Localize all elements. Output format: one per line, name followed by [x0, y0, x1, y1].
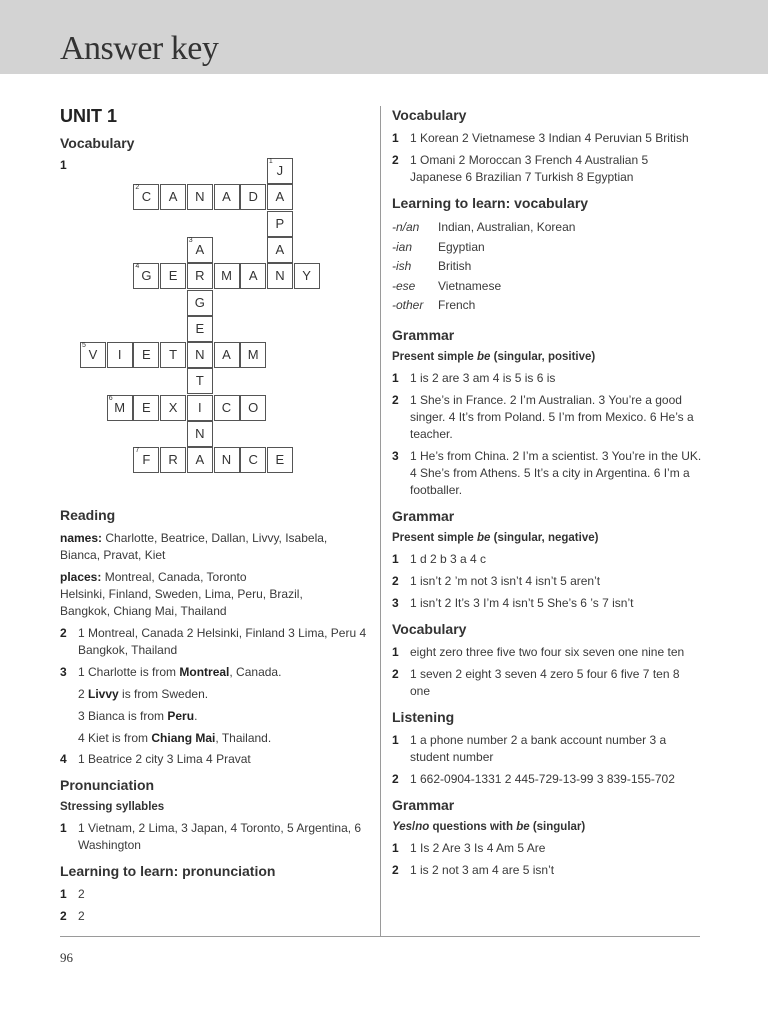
crossword-cell — [187, 184, 213, 210]
crossword-cell — [214, 342, 240, 368]
reading-q3-line-2 — [60, 683, 370, 705]
item-number: 2 — [392, 666, 399, 681]
item-number: 4 — [60, 752, 67, 766]
crossword-cell — [107, 395, 133, 421]
item-number: 1 — [60, 821, 67, 835]
crossword-cell — [187, 421, 213, 447]
crossword-letter: T — [195, 373, 204, 389]
ltl-pronunciation-heading: Learning to learn: pronunciation — [60, 863, 276, 879]
grammar1-q3 — [392, 448, 702, 499]
crossword-letter: R — [195, 268, 205, 284]
grammar-heading: Grammar — [392, 507, 455, 524]
crossword-cell — [133, 263, 159, 289]
crossword-letter: A — [275, 241, 285, 257]
answer-text: 1 d 2 b 3 a 4 c — [410, 551, 487, 566]
places-line-2: Helsinki, Finland, Sweden, Lima, Peru, Brazil, — [60, 587, 303, 601]
grammar-subheading — [392, 820, 702, 834]
suffix-words: Vietnamese — [438, 278, 502, 293]
ltl-vocabulary-heading: Learning to learn: vocabulary — [392, 195, 589, 211]
answer-text: 1 She’s in France. 2 I’m Australian. 3 You’re a good singer. 4 It’s from Poland. 5 I’m from Mexico. 6 He’s a teacher. — [410, 392, 694, 441]
item-number: 1 — [392, 840, 399, 855]
grammar3-q2 — [392, 862, 702, 879]
listening-q2 — [392, 771, 702, 788]
answer-text: eight zero three five two four six seven one nine ten — [410, 644, 685, 659]
answer-text: 1 Montreal, Canada 2 Helsinki, Finland 3 Lima, Peru 4 Bangkok, Thailand — [78, 626, 367, 657]
crossword-cell — [160, 395, 186, 421]
suffix-row — [392, 277, 702, 297]
page-number: 96 — [60, 950, 73, 965]
crossword-letter: M — [221, 268, 232, 284]
crossword-letter: N — [221, 452, 232, 468]
suffix-words: Egyptian — [438, 239, 485, 254]
crossword-clue-number: 5 — [82, 342, 86, 350]
sub-part: (singular, positive) — [490, 350, 596, 363]
grammar-heading: Grammar — [392, 796, 455, 813]
item-number: 2 — [60, 626, 67, 640]
suffix-row — [392, 238, 702, 258]
crossword-cell — [187, 368, 213, 394]
crossword-letter: A — [248, 268, 258, 284]
places-line-3: Bangkok, Chiang Mai, Thailand — [60, 604, 227, 618]
crossword-cell — [267, 237, 293, 263]
crossword-letter: C — [248, 452, 258, 468]
sub-part: (singular) — [529, 820, 586, 833]
crossword-item-number: 1 — [60, 158, 67, 172]
item-number: 2 — [392, 862, 399, 877]
crossword-letter: J — [276, 163, 284, 178]
crossword-clue-number: 7 — [135, 447, 140, 455]
suffix-words: French — [438, 298, 476, 312]
crossword-cell — [133, 342, 159, 368]
crossword-letter: C — [141, 189, 152, 205]
suffix-row — [392, 257, 702, 277]
crossword-letter: N — [195, 347, 205, 363]
crossword-cell — [187, 316, 213, 342]
answer-part: 3 Bianca is from — [78, 709, 168, 723]
pronunciation-heading: Pronunciation — [60, 777, 155, 793]
answer-text: 1 Beatrice 2 city 3 Lima 4 Pravat — [78, 752, 251, 766]
places-line-1: Montreal, Canada, Toronto — [101, 570, 247, 584]
grammar-subheading — [392, 350, 702, 364]
grammar-subheading — [392, 531, 702, 545]
crossword-cell — [240, 263, 266, 289]
answer-text — [78, 664, 370, 681]
grammar2-q1 — [392, 551, 702, 568]
crossword-letter: E — [142, 347, 151, 363]
right-column — [392, 106, 702, 884]
crossword-cell — [160, 447, 186, 473]
item-number: 2 — [392, 392, 399, 407]
vocab-q1 — [392, 130, 702, 147]
crossword-letter: N — [195, 189, 205, 205]
answer-text: 1 He’s from China. 2 I’m a scientist. 3 You’re in the UK. 4 She’s from Athens. 5 It’s a city in Argentina. 6 I’m a footballer. — [410, 448, 702, 497]
item-number: 1 — [392, 732, 399, 747]
vocabulary-heading: Vocabulary — [392, 107, 467, 123]
sub-part: Present simple — [392, 350, 478, 363]
answer-text: 2 — [78, 909, 85, 923]
listening-q1 — [392, 732, 702, 766]
unit-heading: UNIT 1 — [60, 106, 118, 126]
crossword-cell — [187, 395, 213, 421]
suffix-list — [392, 218, 702, 316]
answer-text: 1 Omani 2 Moroccan 3 French 4 Australian 5 Japanese 6 Brazilian 7 Turkish 8 Egyptian — [410, 153, 649, 184]
places-label: places: — [60, 570, 102, 584]
sub-part: (singular, negative) — [490, 531, 599, 544]
crossword-cell — [267, 158, 293, 184]
sub-part: questions with — [429, 820, 517, 833]
crossword-cell — [214, 447, 240, 473]
names-label: names: — [60, 531, 103, 545]
grammar1-q1 — [392, 370, 702, 387]
item-number: 1 — [392, 551, 399, 566]
item-number: 1 — [60, 887, 67, 901]
crossword-letter: X — [168, 399, 178, 415]
item-number: 1 — [392, 131, 399, 145]
crossword-letter: D — [248, 189, 258, 205]
pronunciation-q1 — [60, 820, 370, 854]
sub-italic: be — [477, 531, 491, 544]
pronunciation-subheading: Stressing syllables — [60, 801, 165, 813]
ltl-pronunciation-q2 — [60, 908, 370, 925]
crossword-clue-number: 6 — [108, 394, 113, 402]
reading-q3 — [60, 664, 370, 681]
vocabulary-heading: Vocabulary — [60, 135, 135, 151]
sub-part: / — [412, 820, 416, 833]
crossword-letter: E — [168, 268, 178, 284]
answer-part: 2 — [78, 687, 89, 701]
item-number: 3 — [392, 595, 399, 610]
suffix-words: Indian, Australian, Korean — [438, 220, 576, 234]
crossword-cell — [240, 184, 266, 210]
suffix-label: -ese — [392, 278, 416, 293]
grammar1-q2 — [392, 392, 702, 443]
crossword-cell — [187, 263, 213, 289]
crossword-cell — [187, 290, 213, 316]
item-number: 1 — [392, 644, 399, 659]
crossword-cell — [133, 395, 159, 421]
suffix-label: -other — [392, 298, 424, 312]
vocab-q2 — [392, 152, 702, 186]
vocab2-q1 — [392, 644, 702, 661]
crossword-cell — [107, 342, 133, 368]
crossword-grid — [60, 158, 370, 496]
crossword-clue-number: 2 — [135, 184, 140, 192]
item-number: 3 — [60, 665, 67, 679]
grammar-heading: Grammar — [392, 326, 455, 343]
crossword-cell — [187, 447, 213, 473]
crossword-letter: I — [117, 347, 122, 363]
crossword-cell — [240, 342, 266, 368]
suffix-row — [392, 296, 702, 316]
crossword-clue-number: 4 — [135, 263, 140, 271]
crossword-cell — [160, 263, 186, 289]
crossword-cell — [214, 184, 240, 210]
item-number: 2 — [392, 573, 399, 588]
answer-bold: Montreal — [179, 665, 230, 679]
item-number: 2 — [60, 909, 67, 923]
sub-italic: be — [477, 350, 491, 363]
sub-italic: be — [516, 820, 530, 833]
crossword-cell — [267, 447, 293, 473]
answer-text: 1 Korean 2 Vietnamese 3 Indian 4 Peruvian 5 British — [410, 131, 689, 145]
crossword-letter: Y — [302, 268, 311, 284]
crossword-letter: A — [275, 189, 285, 205]
crossword-letter: A — [168, 189, 178, 205]
crossword-cell — [240, 447, 266, 473]
grammar2-q2 — [392, 573, 702, 590]
answer-part: . — [194, 709, 198, 723]
reading-q4 — [60, 751, 370, 768]
page-header — [0, 0, 768, 74]
reading-q3-line-3 — [60, 705, 370, 727]
crossword-letter: E — [275, 452, 285, 468]
vocab2-q2 — [392, 666, 702, 700]
suffix-words: British — [438, 259, 472, 273]
answer-text: 1 Vietnam, 2 Lima, 3 Japan, 4 Toronto, 5 Argentina, 6 Washington — [78, 821, 362, 852]
crossword-letter: A — [222, 347, 231, 363]
crossword-cell — [267, 211, 293, 237]
answer-text: 1 is 2 not 3 am 4 are 5 isn’t — [410, 862, 555, 877]
crossword-cell — [187, 342, 213, 368]
crossword-letter: E — [195, 320, 205, 336]
answer-part: 1 Charlotte is from — [78, 665, 180, 679]
item-number: 3 — [392, 448, 399, 463]
suffix-label: -ian — [392, 239, 413, 254]
crossword-letter: N — [195, 426, 205, 441]
answer-bold: Chiang Mai — [151, 731, 216, 745]
crossword-clue-number: 1 — [268, 158, 273, 165]
crossword-letter: A — [195, 241, 205, 257]
crossword-letter: G — [141, 268, 152, 284]
crossword-letter: O — [248, 399, 259, 415]
crossword-letter: P — [275, 215, 285, 231]
item-number: 2 — [392, 153, 399, 167]
crossword-cell — [214, 395, 240, 421]
crossword-cell — [240, 395, 266, 421]
crossword-letter: F — [142, 452, 151, 468]
crossword-cell — [160, 342, 186, 368]
answer-part: , Canada. — [229, 665, 282, 679]
answer-part: is from Sweden. — [118, 687, 209, 701]
answer-text: 1 Is 2 Are 3 Is 4 Am 5 Are — [410, 840, 546, 855]
grammar3-q1 — [392, 840, 702, 857]
crossword-letter: E — [142, 399, 151, 415]
answer-text: 1 seven 2 eight 3 seven 4 zero 5 four 6 five 7 ten 8 one — [410, 666, 680, 698]
crossword-letter: T — [169, 347, 178, 363]
listening-heading: Listening — [392, 708, 455, 725]
column-divider — [380, 106, 381, 936]
crossword-letter: I — [197, 399, 202, 415]
crossword-letter: A — [222, 189, 231, 205]
answer-text: 1 isn’t 2 ’m not 3 isn’t 4 isn’t 5 aren’t — [410, 573, 601, 588]
sub-italic: Yes — [392, 820, 413, 833]
answer-bold: Peru — [167, 709, 195, 723]
crossword-letter: A — [195, 452, 205, 468]
crossword-letter: N — [275, 268, 285, 284]
footer-rule — [60, 936, 700, 937]
crossword-letter: C — [221, 399, 232, 415]
crossword-cell — [80, 342, 106, 368]
grammar2-q3 — [392, 595, 702, 612]
names-text: Charlotte, Beatrice, Dallan, Livvy, Isabela, Bianca, Pravat, Kiet — [60, 531, 328, 562]
crossword-letter: M — [247, 347, 259, 363]
crossword-cell — [267, 184, 293, 210]
reading-heading: Reading — [60, 507, 116, 523]
ltl-pronunciation-q1 — [60, 886, 370, 903]
crossword-cell — [294, 263, 320, 289]
suffix-row — [392, 218, 702, 238]
crossword-letter: R — [168, 452, 178, 468]
crossword-letter: G — [194, 294, 205, 310]
page-title: Answer key — [60, 30, 219, 67]
item-number: 1 — [392, 370, 399, 385]
reading-q2 — [60, 625, 370, 659]
crossword-letter: V — [88, 347, 98, 363]
crossword-clue-number: 3 — [188, 236, 193, 244]
crossword-letter: M — [114, 399, 126, 415]
vocabulary-heading: Vocabulary — [392, 620, 467, 637]
answer-text: 1 isn’t 2 It’s 3 I’m 4 isn’t 5 She’s 6 ’s 7 isn’t — [410, 595, 634, 610]
reading-names — [60, 530, 370, 564]
crossword-cell — [160, 184, 186, 210]
answer-text: 2 — [78, 887, 85, 901]
sub-italic: no — [415, 820, 430, 833]
crossword-cell — [133, 184, 159, 210]
reading-q3-line-4 — [60, 727, 370, 749]
suffix-label: -n/an — [392, 220, 420, 234]
reading-places — [60, 569, 370, 620]
item-number: 2 — [392, 771, 399, 786]
sub-part: Present simple — [392, 531, 478, 544]
crossword-cell — [187, 237, 213, 263]
answer-part: , Thailand. — [215, 731, 272, 745]
crossword-cell — [133, 447, 159, 473]
left-column — [60, 106, 370, 930]
answer-text: 1 662-0904-1331 2 445-729-13-99 3 839-155-702 — [410, 771, 675, 786]
answer-text: 1 is 2 are 3 am 4 is 5 is 6 is — [410, 370, 556, 385]
crossword-cell — [214, 263, 240, 289]
answer-text: 1 a phone number 2 a bank account number 3 a student number — [410, 732, 667, 764]
answer-bold: Livvy — [88, 687, 119, 701]
crossword-cell — [267, 263, 293, 289]
answer-part: 4 Kiet is from — [78, 731, 152, 745]
suffix-label: -ish — [392, 259, 412, 273]
